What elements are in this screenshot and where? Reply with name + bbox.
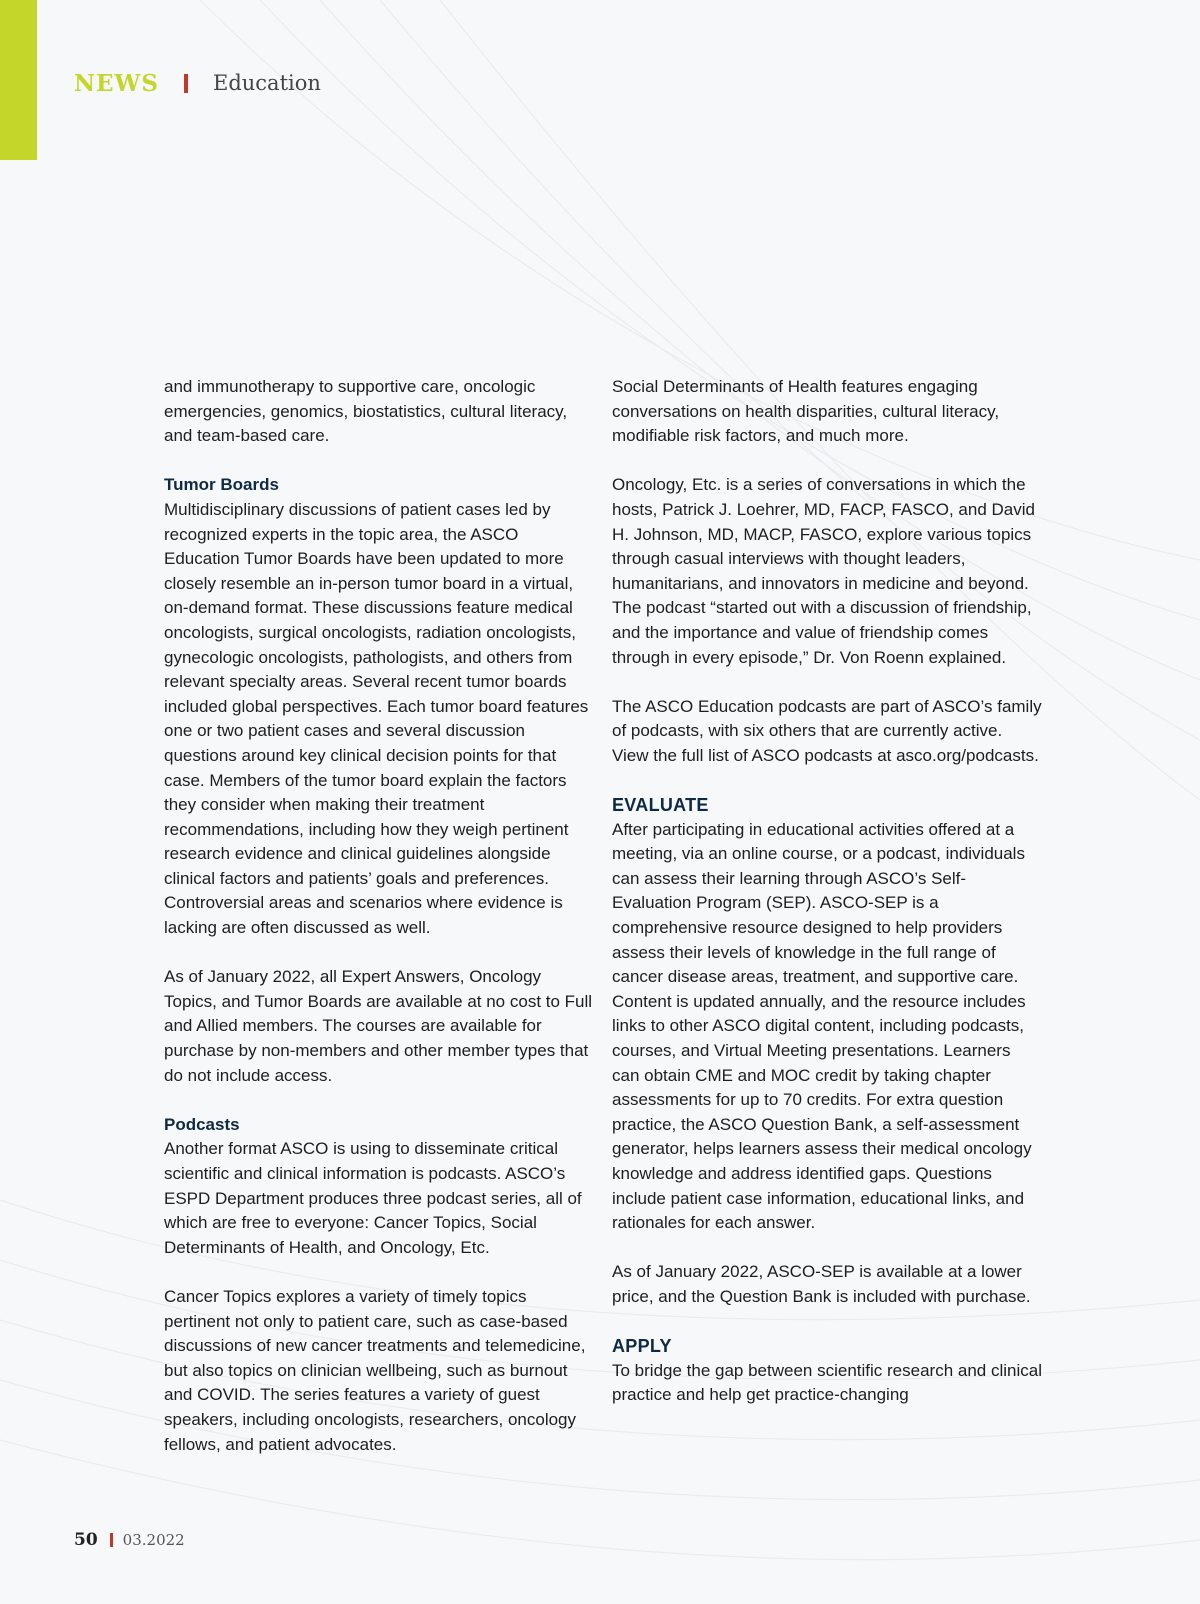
- page-header: [74, 66, 321, 100]
- apply-heading: APPLY: [612, 1336, 672, 1357]
- subsection-label: Education: [213, 71, 321, 95]
- intro-paragraph: and immunotherapy to supportive care, oncologic emergencies, genomics, biostatistics, cultural literacy, and team-based care.: [164, 377, 568, 446]
- apply-section: [612, 1334, 1042, 1408]
- right-column: [612, 375, 1042, 1433]
- tumor-boards-section: [164, 473, 594, 940]
- access-paragraph: As of January 2022, all Expert Answers, Oncology Topics, and Tumor Boards are available at no cost to Full and Allied members. The courses are available for purchase by non-members and other member types that do not include access.: [164, 967, 593, 1085]
- page-footer: [74, 1530, 185, 1550]
- podcasts-paragraph: Another format ASCO is using to disseminate critical scientific and clinical information is podcasts. ASCO’s ESPD Department produces three podcast series, all of which are free to everyone: Cancer Topics, Social Determinants of Health, and Oncology, Etc.: [164, 1139, 582, 1257]
- section-label: NEWS: [74, 69, 159, 97]
- tumor-boards-heading: Tumor Boards: [164, 475, 279, 495]
- apply-paragraph: To bridge the gap between scientific research and clinical practice and help get practice-changing: [612, 1360, 1042, 1405]
- evaluate-heading: EVALUATE: [612, 795, 709, 816]
- tumor-boards-paragraph: Multidisciplinary discussions of patient cases led by recognized experts in the topic area, the ASCO Education Tumor Boards have been updated to more closely resemble an in-person tumor board in a virtual, on-demand format. These discussions feature medical oncologists, surgical oncologists, radiation oncologists, gynecologic oncologists, pathologists, and others from relevant specialty areas. Several recent tumor boards included global perspectives. Each tumor board features one or two patient cases and several discussion questions around key clinical decision points for that case. Members of the tumor board explain the factors they consider when making their treatment recommendations, including how they weigh pertinent research evidence and clinical guidelines alongside clinical factors and patients’ goals and preferences. Controversial areas and scenarios where evidence is lacking are often discussed as well.: [164, 499, 589, 938]
- left-column: [164, 375, 594, 1482]
- evaluate-paragraph: After participating in educational activities offered at a meeting, via an online course, or a podcast, individuals can assess their learning through ASCO’s Self-Evaluation Program (SEP). ASCO-SEP is a comprehensive resource designed to help providers assess their levels of knowledge in the full range of cancer disease areas, treatment, and supportive care. Content is updated annually, and the resource includes links to other ASCO digital content, including podcasts, courses, and Virtual Meeting presentations. Learners can obtain CME and MOC credit by taking chapter assessments for up to 70 credits. For extra question practice, the ASCO Question Bank, a self-assessment generator, helps learners assess their medical oncology knowledge and address identified gaps. Questions include patient case information, educational links, and rationales for each answer.: [612, 819, 1032, 1233]
- issue-date: 03.2022: [122, 1531, 185, 1549]
- page-number: 50: [74, 1530, 98, 1550]
- section-accent-bar: [0, 0, 37, 160]
- podcasts-section: [164, 1113, 594, 1261]
- podcasts-heading: Podcasts: [164, 1114, 240, 1134]
- podcast-family-paragraph: The ASCO Education podcasts are part of ASCO’s family of podcasts, with six others that are currently active. View the full list of ASCO podcasts at asco.org/podcasts.: [612, 696, 1042, 765]
- oncology-etc-paragraph: Oncology, Etc. is a series of conversations in which the hosts, Patrick J. Loehrer, MD, FACP, FASCO, and David H. Johnson, MD, MACP, FASCO, explore various topics through casual interviews with thought leaders, humanitarians, and innovators in medicine and beyond. The podcast “started out with a discussion of friendship, and the importance and value of friendship comes through in every episode,” Dr. Von Roenn explained.: [612, 475, 1035, 667]
- sdoh-paragraph: Social Determinants of Health features engaging conversations on health disparities, cultural literacy, modifiable risk factors, and much more.: [612, 377, 1000, 446]
- sep-price-paragraph: As of January 2022, ASCO-SEP is available at a lower price, and the Question Bank is included with purchase.: [612, 1262, 1031, 1306]
- cancer-topics-paragraph: Cancer Topics explores a variety of timely topics pertinent not only to patient care, such as case-based discussions of new cancer treatments and telemedicine, but also topics on clinician wellbeing, such as burnout and COVID. The series features a variety of guest speakers, including oncologists, researchers, oncology fellows, and patient advocates.: [164, 1286, 586, 1454]
- footer-divider: [110, 1533, 113, 1547]
- header-divider: [184, 74, 188, 93]
- evaluate-section: [612, 793, 1042, 1236]
